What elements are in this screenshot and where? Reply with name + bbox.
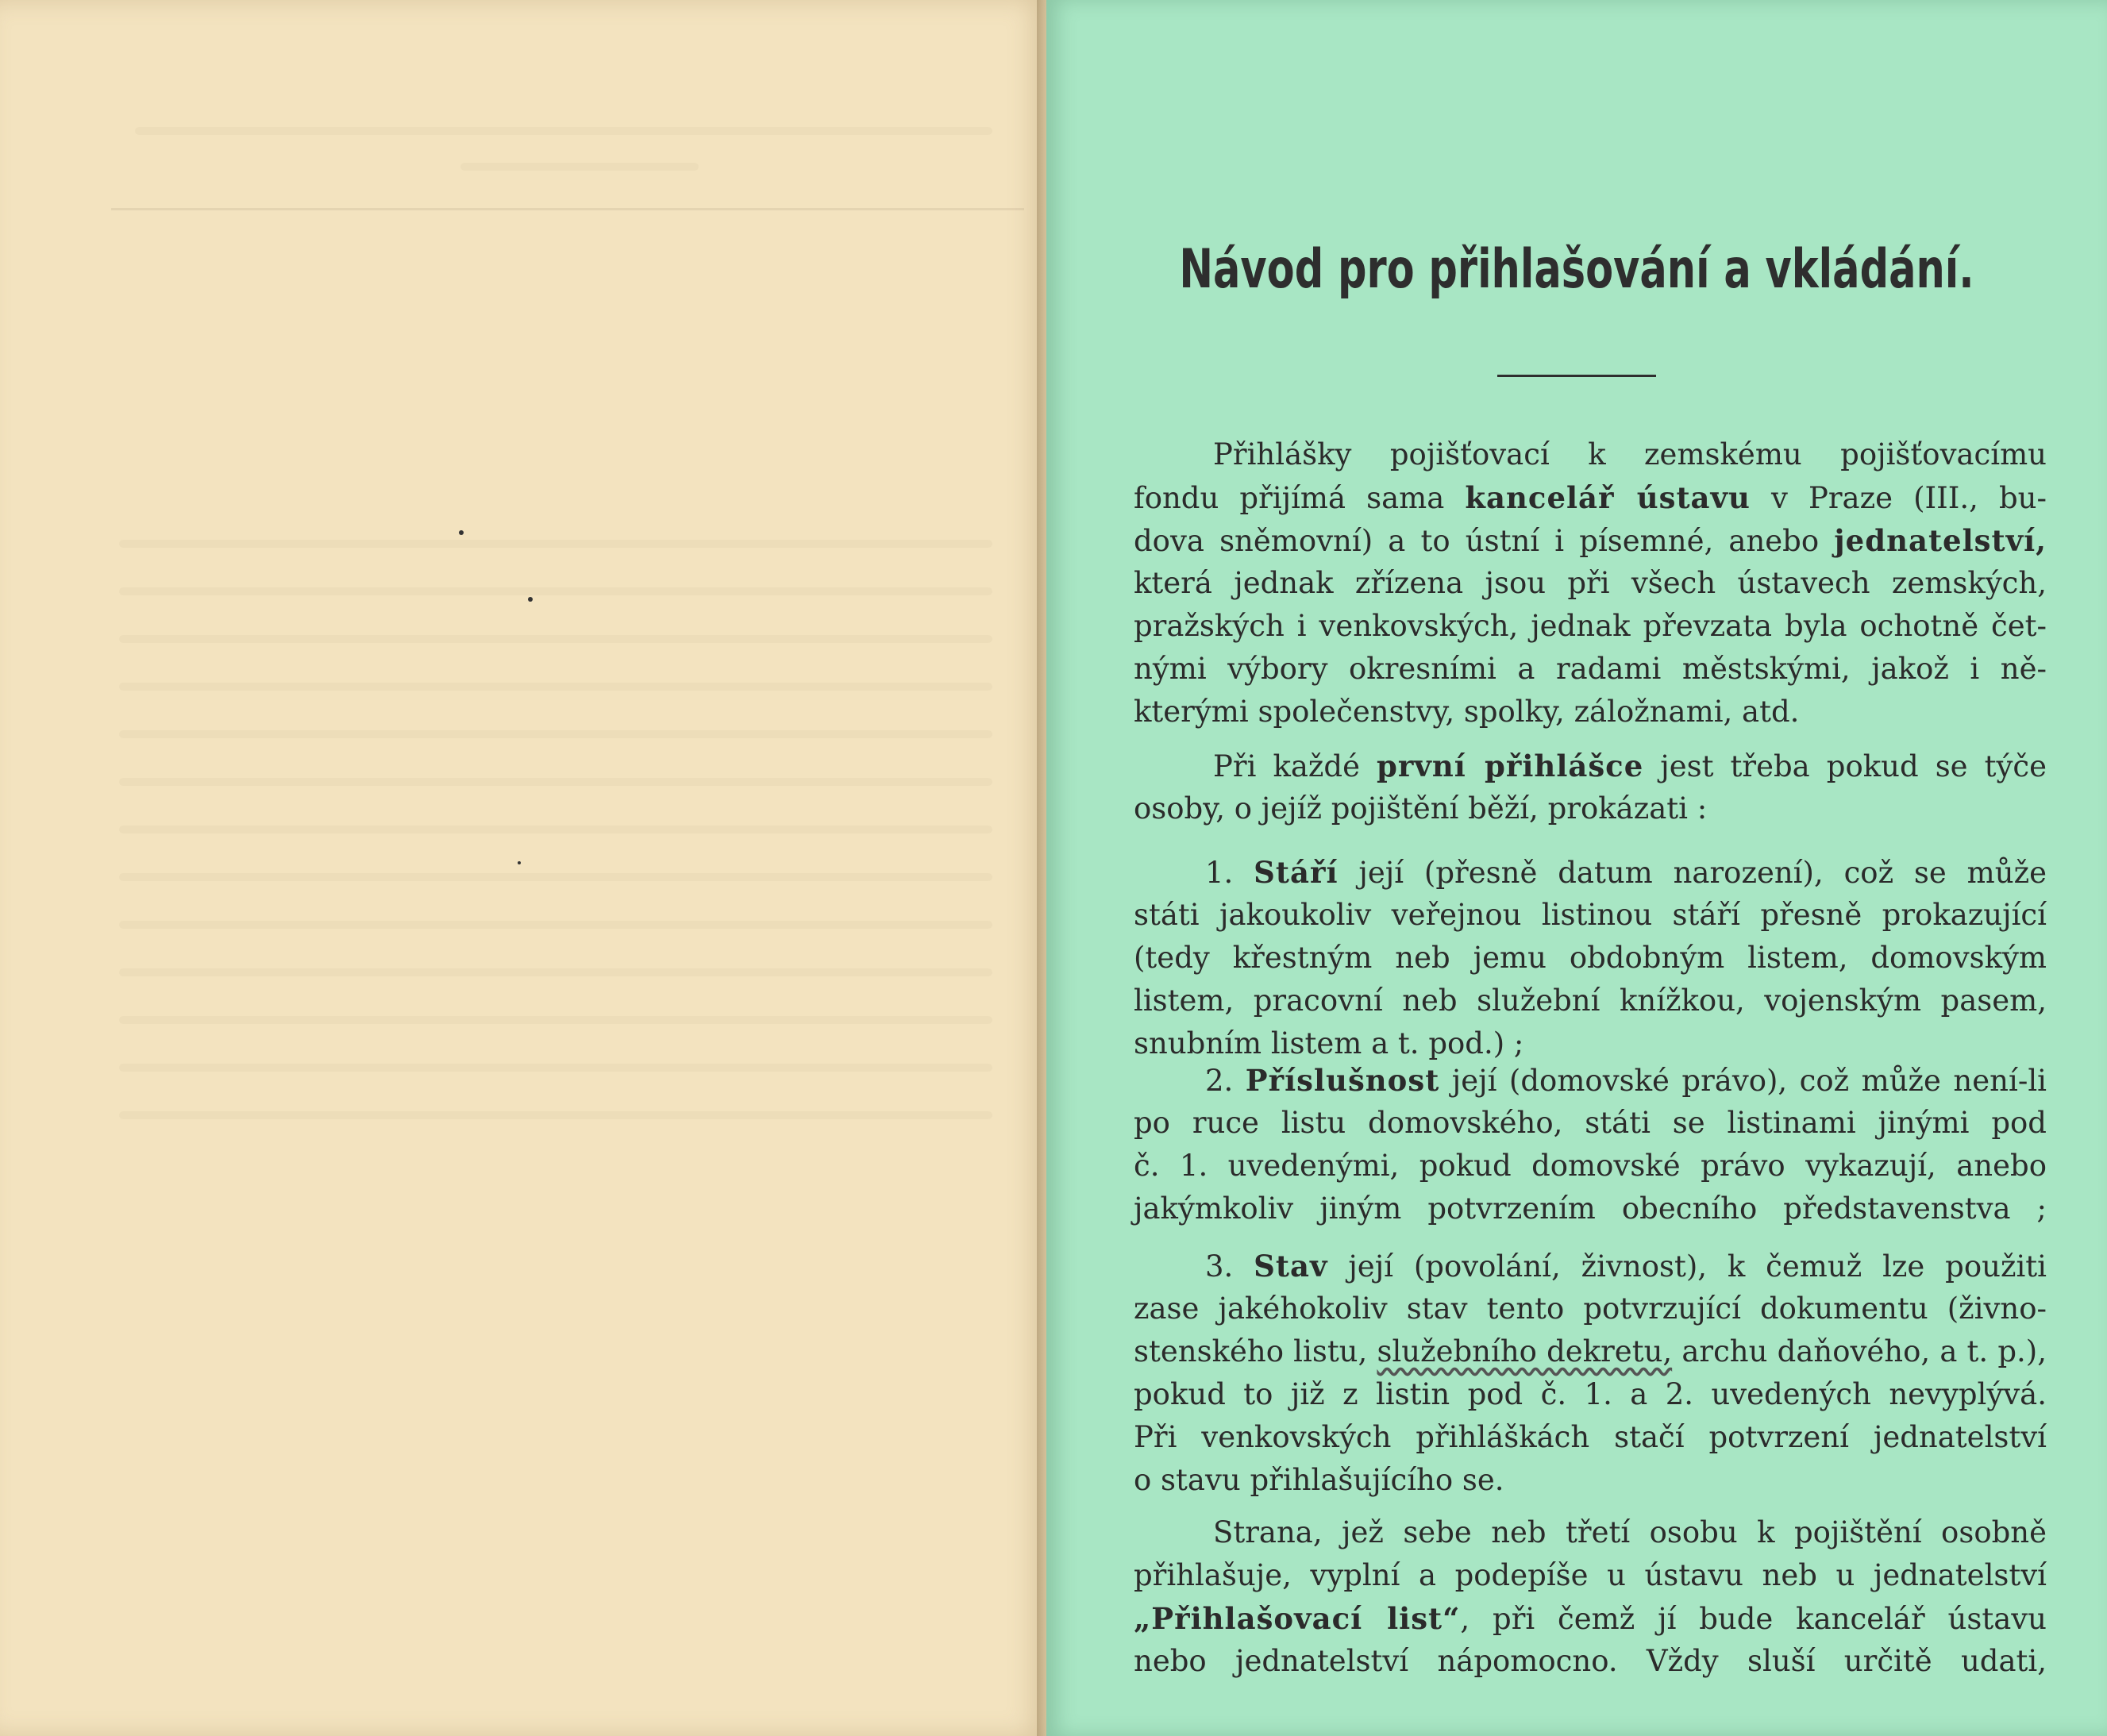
text-line bbox=[1134, 1330, 2047, 1373]
text-span: , při čemž jí bude kancelář ústavu bbox=[1460, 1602, 2047, 1636]
text-span: fondu přijímá sama bbox=[1134, 481, 1466, 515]
page-title: Návod pro přihlašování a vkládání. bbox=[1179, 238, 1974, 301]
bold-term: první přihlášce bbox=[1377, 749, 1644, 783]
ink-speck bbox=[459, 530, 464, 535]
ink-speck bbox=[528, 597, 533, 602]
text-line: zase jakéhokoliv stav tento potvrzující dokumentu (živno- bbox=[1134, 1291, 2047, 1326]
bleed-through-line bbox=[119, 826, 992, 833]
bleed-through-line bbox=[119, 730, 992, 738]
text-line: po ruce listu domovského, státi se listinami jinými pod bbox=[1134, 1106, 2047, 1140]
text-line: přihlašuje, vyplní a podepíše u ústavu neb u jednatelství bbox=[1134, 1558, 2047, 1592]
paragraph-prihlasky bbox=[1134, 433, 2047, 733]
text-line: nými výbory okresními a radami městskými, jakož i ně- bbox=[1134, 652, 2047, 686]
bleed-through-line bbox=[119, 873, 992, 881]
bold-term: Příslušnost bbox=[1245, 1063, 1440, 1098]
bleed-through-line bbox=[119, 587, 992, 595]
text-line bbox=[1134, 1059, 2047, 1102]
text-span: její (domovské právo), což může není-li bbox=[1439, 1064, 2047, 1098]
text-line: jakýmkoliv jiným potvrzením obecního představenstva ; bbox=[1134, 1191, 2047, 1226]
paragraph-prvni-prihlaska bbox=[1134, 745, 2047, 830]
text-line: o stavu přihlašujícího se. bbox=[1134, 1463, 1504, 1497]
right-page bbox=[1046, 0, 2107, 1736]
text-line: snubním listem a t. pod.) ; bbox=[1134, 1026, 1524, 1060]
text-line bbox=[1134, 745, 2047, 787]
text-span: 3. bbox=[1205, 1249, 1254, 1284]
ink-speck bbox=[518, 861, 521, 864]
text-line: (tedy křestným neb jemu obdobným listem, domovským bbox=[1134, 941, 2047, 975]
text-line: státi jakoukoliv veřejnou listinou stáří přesně prokazující bbox=[1134, 898, 2047, 932]
text-line: listem, pracovní neb služební knížkou, vojenským pasem, bbox=[1134, 983, 2047, 1018]
title-rule bbox=[1497, 375, 1656, 377]
bleed-through-rule bbox=[111, 208, 1024, 210]
text-line: Přihlášky pojišťovací k zemskému pojišťovacímu bbox=[1213, 437, 2047, 472]
text-line bbox=[1134, 851, 2047, 894]
text-line bbox=[1134, 519, 2047, 562]
text-span: dova sněmovní) a to ústní i písemné, anebo bbox=[1134, 524, 1835, 558]
text-line: kterými společenstvy, spolky, záložnami, atd. bbox=[1134, 695, 1800, 729]
item-stari bbox=[1134, 851, 2047, 1065]
item-stav bbox=[1134, 1245, 2047, 1502]
bleed-through-line bbox=[460, 163, 699, 171]
bold-term: Stav bbox=[1254, 1249, 1328, 1284]
bold-term: „Přihlašovací list“ bbox=[1134, 1601, 1461, 1636]
bleed-through-line bbox=[119, 1064, 992, 1072]
bleed-through-line bbox=[119, 921, 992, 929]
bold-term: jednatelství, bbox=[1834, 523, 2047, 558]
paragraph-strana bbox=[1134, 1511, 2047, 1683]
text-span: jest třeba pokud se týče bbox=[1643, 749, 2047, 783]
item-prislusnost bbox=[1134, 1059, 2047, 1230]
text-span: 1. bbox=[1205, 856, 1254, 890]
bold-term: kancelář ústavu bbox=[1465, 480, 1751, 515]
bleed-through-line bbox=[119, 683, 992, 691]
text-span: archu daňového, a t. p.), bbox=[1672, 1334, 2047, 1368]
text-span: její (přesně datum narození), což se může bbox=[1338, 856, 2047, 890]
text-line: pokud to již z listin pod č. 1. a 2. uvedených nevyplývá. bbox=[1134, 1377, 2047, 1411]
text-line: č. 1. uvedenými, pokud domovské právo vykazují, anebo bbox=[1134, 1149, 2047, 1183]
text-line: která jednak zřízena jsou při všech ústavech zemských, bbox=[1134, 566, 2047, 600]
text-line: nebo jednatelství nápomocno. Vždy sluší určitě udati, bbox=[1134, 1644, 2047, 1678]
text-line: osoby, o jejíž pojištění běží, prokázati : bbox=[1134, 791, 1708, 826]
bleed-through-line bbox=[119, 968, 992, 976]
text-span: stenského listu, bbox=[1134, 1334, 1377, 1368]
bleed-through-line bbox=[119, 540, 992, 548]
bleed-through-line bbox=[135, 127, 992, 135]
bleed-through-line bbox=[119, 778, 992, 786]
text-span: Při každé bbox=[1213, 749, 1377, 783]
underlined-phrase: služebního dekretu, bbox=[1377, 1334, 1673, 1368]
text-span: její (povolání, živnost), k čemuž lze použiti bbox=[1327, 1249, 2047, 1284]
bleed-through-line bbox=[119, 635, 992, 643]
text-line bbox=[1134, 476, 2047, 519]
text-span: v Praze (III., bu- bbox=[1750, 481, 2047, 515]
bleed-through-line bbox=[119, 1111, 992, 1119]
text-line: pražských i venkovských, jednak převzata byla ochotně čet- bbox=[1134, 609, 2047, 643]
text-line bbox=[1134, 1597, 2047, 1640]
bleed-through-line bbox=[119, 1016, 992, 1024]
bold-term: Stáří bbox=[1254, 855, 1339, 890]
text-line: Strana, jež sebe neb třetí osobu k pojištění osobně bbox=[1213, 1515, 2047, 1549]
text-line: Při venkovských přihláškách stačí potvrzení jednatelství bbox=[1134, 1420, 2047, 1454]
text-span: 2. bbox=[1205, 1064, 1246, 1098]
left-page-blank bbox=[0, 0, 1046, 1736]
text-line bbox=[1134, 1245, 2047, 1288]
